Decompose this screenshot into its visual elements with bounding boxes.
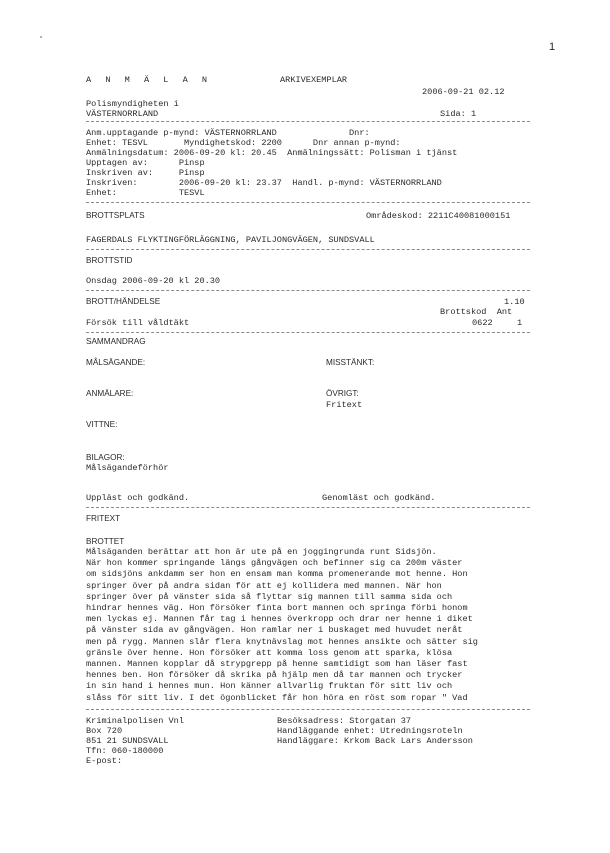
ovrigt-value: Fritext [326, 400, 363, 410]
meta-line: Inskriven: 2006-09-20 kl: 23.37 Handl. p-mynd: VÄSTERNORRLAND [86, 178, 442, 188]
footer-line: E-post: [86, 756, 123, 766]
narrative-line: gränsle över henne. Hon försöker att komma loss genom att sparka, klösa [86, 647, 453, 658]
divider [86, 249, 530, 250]
footer-line: Box 720 [86, 726, 123, 736]
authority-line-2: VÄSTERNORRLAND [86, 109, 159, 119]
meta-line: Enhet: TESVL Myndighetskod: 2200 Dnr annan p-mynd: [86, 138, 401, 148]
meta-line: Anmälningsdatum: 2006-09-20 kl: 20.45 Anmälningssätt: Polisman i tjänst [86, 148, 458, 158]
narrative-line: mannen. Mannen kopplar då strypgrepp på henne samtidigt som han läser fast [86, 659, 468, 670]
brottet-subheading: BROTTET [86, 537, 125, 546]
crime-location: FAGERDALS FLYKTINGFÖRLÄGGNING, PAVILJONGVÄGEN, SUNDSVALL [86, 235, 375, 245]
area-code: Områdeskod: 2211C40081000151 [366, 211, 511, 221]
document-title: A N M Ä L A N [86, 75, 212, 85]
divider [86, 507, 530, 508]
crime-time: Onsdag 2006-09-20 kl 20.30 [86, 276, 221, 286]
footer-line: Kriminalpolisen Vnl [86, 716, 184, 726]
anmalare-label: ANMÄLARE: [86, 389, 134, 398]
vittne-label: VITTNE: [86, 420, 118, 429]
footer-line: Handläggande enhet: Utredningsroteln [277, 726, 463, 736]
narrative-line: men på rygg. Mannen slår flera knytnävslag mot hennes ansikte och sätter sig [86, 636, 478, 647]
read-approved: Uppläst och godkänd. [86, 493, 190, 503]
divider [86, 290, 530, 291]
report-meta [86, 128, 457, 198]
fritext-heading: FRITEXT [86, 514, 121, 523]
ovrigt-label: ÖVRIGT: [326, 389, 359, 398]
divider [86, 121, 530, 122]
narrative-line: hindrar hennes väg. Hon försöker finta bort mannen och springa förbi honom [86, 603, 468, 614]
narrative-line: men lyckas ej. Mannen får tag i hennes överkropp och drar ner henne i diket [86, 614, 473, 625]
footer-line: Besöksadress: Storgatan 37 [277, 716, 412, 726]
scan-speck [40, 36, 42, 38]
meta-line: Enhet: TESVL [86, 188, 205, 198]
footer-line: 851 21 SUNDSVALL [86, 736, 169, 746]
page-label: Sida: 1 [440, 109, 477, 119]
misstankt-label: MISSTÄNKT: [326, 358, 375, 367]
divider [86, 709, 530, 710]
narrative-line: om sidsjöns ankdamm ser hon en ensam man komma promenerande mot henne. Hon [86, 569, 468, 580]
crime-code-header: Brottskod Ant [440, 307, 513, 317]
crime-count: 1 [517, 318, 523, 328]
footer-handling [277, 716, 473, 746]
divider [86, 332, 530, 333]
narrative-line: Målsäganden berättar att hon är ute på en joggingrunda runt Sidsjön. [86, 547, 437, 557]
narrative-line: När hon kommer springande längs gångvägen och befinner sig ca 200m väster [86, 558, 463, 569]
brott-heading: BROTT/HÄNDELSE [86, 297, 161, 306]
bilagor-value: Målsägandeförhör [86, 463, 169, 473]
page-number: 1 [549, 41, 556, 53]
crime-code: 0622 [472, 318, 493, 328]
bilagor-heading: BILAGOR: [86, 453, 125, 462]
divider [86, 202, 530, 203]
meta-line: Inskriven av: Pinsp [86, 168, 205, 178]
narrative [86, 547, 478, 704]
crime-item-number: 1.10 [504, 297, 525, 307]
meta-line: Anm.upptagande p-mynd: VÄSTERNORRLAND Dnr: [86, 128, 370, 138]
crime-description: Försök till våldtäkt [86, 318, 190, 328]
narrative-line: på vänster sida av gångvägen. Hon ramlar ner i buskaget med huvudet neråt [86, 625, 463, 636]
brottstid-heading: BROTTSTID [86, 256, 133, 265]
copy-type: ARKIVEXEMPLAR [280, 75, 348, 85]
narrative-line: springer över på andra sidan för att ej kollidera med mannen. När hon [86, 580, 442, 591]
sammandrag-heading: SAMMANDRAG [86, 337, 146, 346]
footer-line: Handläggare: Krkom Back Lars Andersson [277, 736, 473, 746]
report-datetime: 2006-09-21 02.12 [422, 87, 505, 97]
narrative-line: springer över på vänster sida så flyttar sig mannen till samma sida och [86, 591, 453, 602]
brottsplats-heading: BROTTSPLATS [86, 211, 145, 220]
malsagande-label: MÅLSÄGANDE: [86, 358, 146, 367]
narrative-line: slåss för sitt liv. I det ögonblicket får hon höra en röst som ropar " Vad [86, 692, 468, 703]
reviewed-approved: Genomläst och godkänd. [322, 493, 436, 503]
narrative-line: in sin hand i hennes mun. Hon känner allvarlig fruktan för sitt liv och [86, 681, 453, 692]
meta-line: Upptagen av: Pinsp [86, 158, 205, 168]
narrative-line: hennes ben. Hon försöker då skrika på hjälp men då tar mannen och trycker [86, 670, 463, 681]
footer-line: Tfn: 060-180000 [86, 746, 164, 756]
footer-address [86, 716, 184, 766]
authority-line-1: Polismyndigheten i [86, 99, 179, 109]
